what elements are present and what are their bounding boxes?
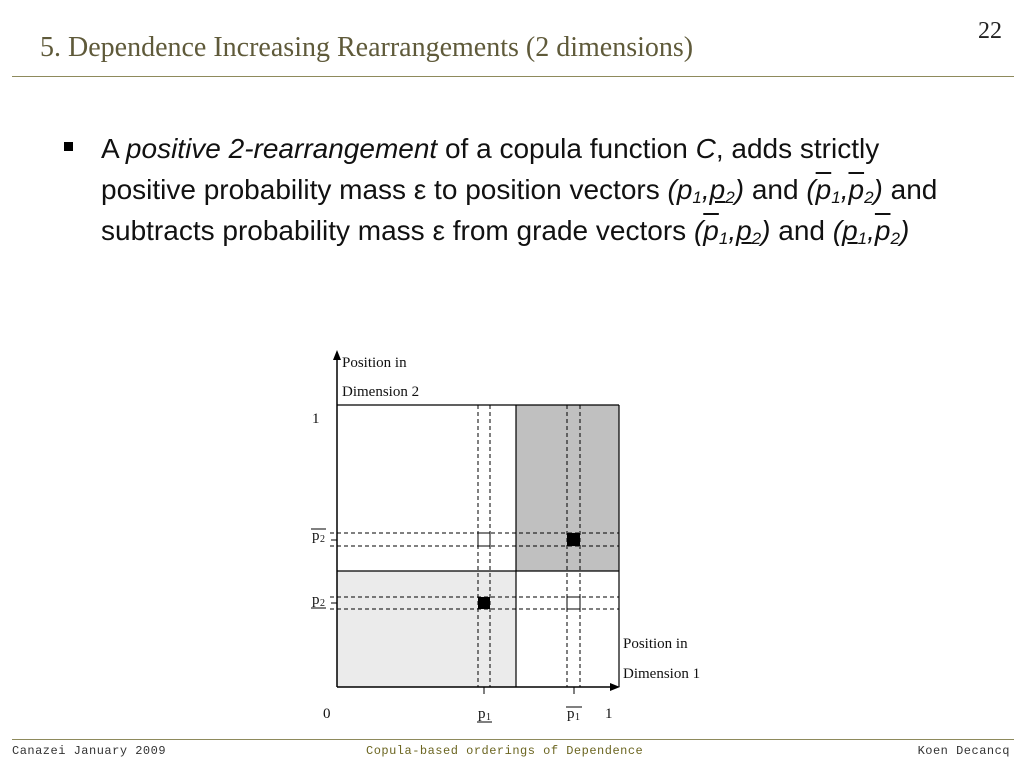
p2-sub: 2 <box>320 598 325 609</box>
p1-label: p <box>478 706 486 722</box>
open-square-minus-eps-upper <box>478 533 490 546</box>
term-c: C <box>695 133 716 164</box>
slide-number: 22 <box>978 18 1002 44</box>
p1-sub: 1 <box>486 712 491 723</box>
vector-4: $(p_1,\overline{p}_2)$ <box>832 215 910 248</box>
text-of-copula: of a copula function <box>437 133 696 164</box>
filled-square-plus-eps-upper <box>567 533 580 546</box>
y-max-label: 1 <box>312 411 320 427</box>
text-and-2: and <box>778 215 825 246</box>
open-square-minus-eps-lower <box>567 597 580 609</box>
x-max-label: 1 <box>605 706 613 722</box>
footer-left: Canazei January 2009 <box>12 744 167 758</box>
y-axis-arrow-icon <box>333 350 341 360</box>
p2bar-sub: 2 <box>320 534 325 545</box>
origin-label: 0 <box>323 706 331 722</box>
y-axis-label-line1: Position in <box>342 355 407 371</box>
term-positive-rearrangement: positive 2-rearrangement <box>125 133 438 164</box>
p2-label: p <box>312 592 320 608</box>
footer-center: Copula-based orderings of Dependence <box>366 744 644 758</box>
footer-divider <box>12 739 1014 740</box>
y-axis-label-line2: Dimension 2 <box>342 384 420 400</box>
text-and-1: and <box>751 174 799 205</box>
text-adds-mass: , adds strictly positive probability mass ε to position vectors <box>101 133 880 205</box>
footer-right: Koen Decancq <box>917 744 1010 758</box>
text-a: A <box>101 133 126 164</box>
lower-left-shaded-region <box>337 571 516 687</box>
p2bar-label: p <box>312 528 320 544</box>
p1bar-sub: 1 <box>575 712 580 723</box>
slide-title: 5. Dependence Increasing Rearrangements (2 dimensions) <box>40 32 694 63</box>
filled-square-plus-eps-lower <box>478 597 490 609</box>
x-axis-label-line2: Dimension 1 <box>623 666 701 682</box>
text-subtracts-mass: and subtracts probability mass ε from grade vectors <box>101 174 938 246</box>
x-axis-label-line1: Position in <box>623 636 688 652</box>
vector-1: $(p_1,p_2)$ <box>667 174 745 207</box>
p1bar-label: p <box>567 706 575 722</box>
vector-2: $(\overline{p}_1,\overline{p}_2)$ <box>806 174 883 207</box>
vector-3: $(\overline{p}_1,p_2)$ <box>693 215 771 248</box>
